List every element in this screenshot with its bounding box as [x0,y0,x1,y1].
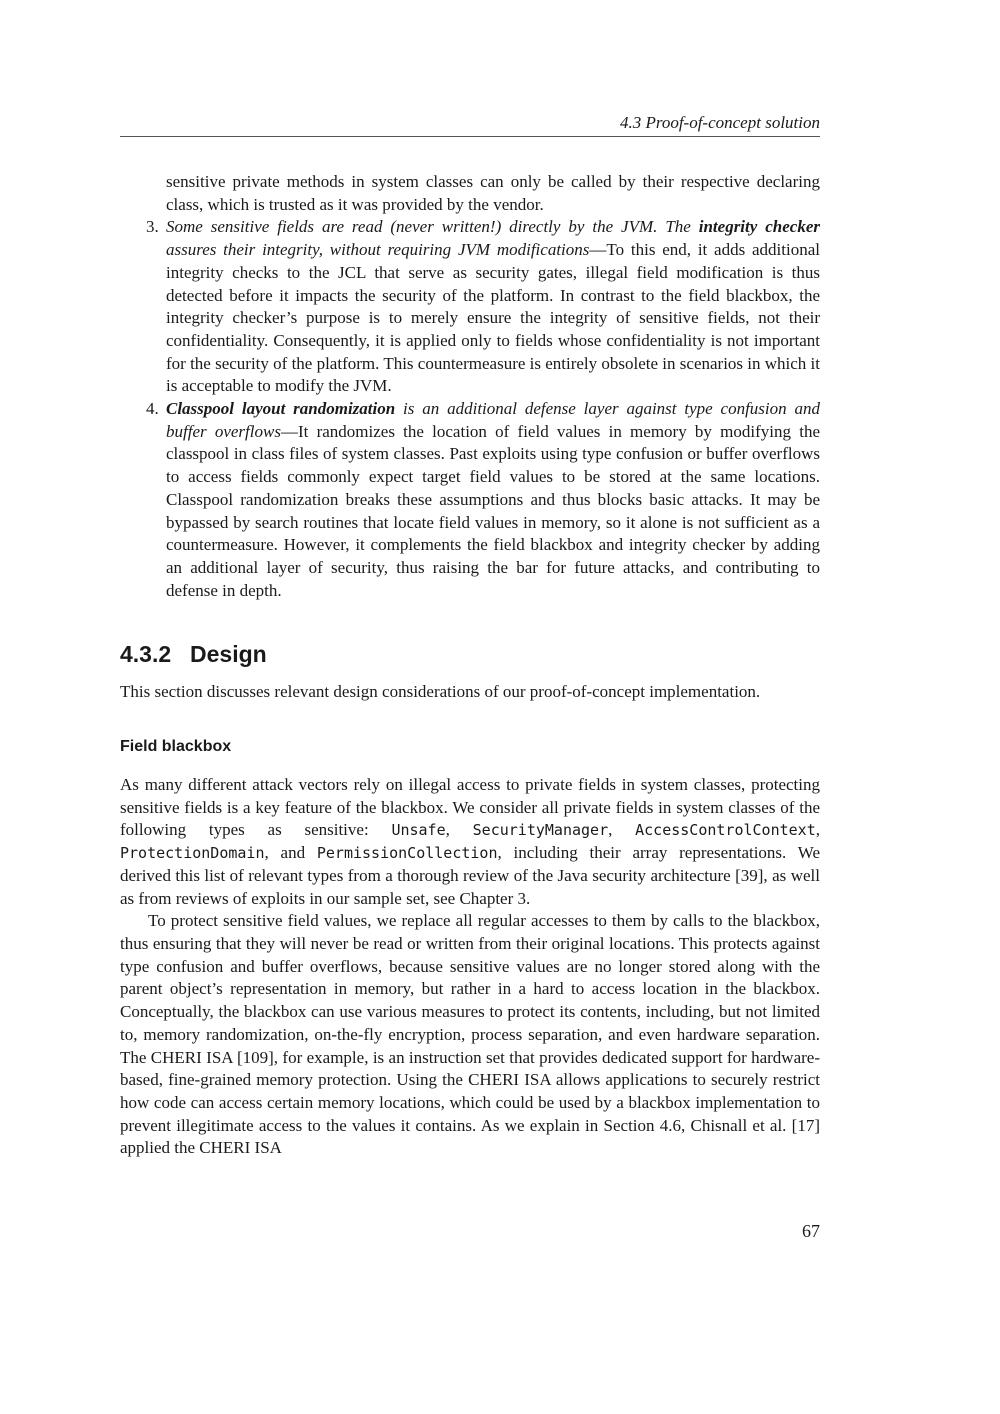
item-lead-text: is an additional defense layer against type confusion and buffer overflows [166,399,820,441]
paragraph-text: , including their array representations. We derived this list of relevant types from a thorough review of the Java security architecture [39], as well as from reviews of exploits in our sample set, see Chapter 3. [120,843,820,908]
type-name: ProtectionDomain [120,844,265,863]
section-number: 4.3.2 [120,641,172,668]
type-name: AccessControlContext [635,821,816,840]
page-number: 67 [802,1221,820,1241]
continuation-paragraph: sensitive private methods in system classes can only be called by their respective declaring class, which is trusted as it was provided by the vendor. [166,172,820,214]
item-lead-text: Some sensitive fields are read (never written!) directly by the JVM. The [166,217,699,237]
item-lead-text: assures their integrity, without requiring JVM modifications [166,240,590,260]
subsection-heading: Field blackbox [120,738,232,756]
separator-text: , [445,820,473,840]
countermeasure-item-4 [120,398,820,602]
running-header-title: 4.3 Proof-of-concept solution [619,113,820,132]
section-title: Design [190,641,267,668]
body-paragraph [120,774,820,910]
section-heading [120,639,820,669]
item-number: 4. [146,399,159,419]
item-body-text: —It randomizes the location of field values in memory by modifying the classpool in class files of system classes. Past exploits using type confusion or buffer overflows to access fields commonly expect target field values to be stored at the same locations. Classpool randomization breaks these assumptions and thus blocks basic attacks. It may be bypassed by search routines that locate field values in memory, so it alone is not sufficient as a countermeasure. However, it complements the field blackbox and integrity checker by adding an additional layer of security, thus raising the bar for future attacks, and contributing to defense in depth. [166,421,820,600]
item-lead-term: Classpool layout randomization [166,399,396,419]
page-body [120,171,820,1160]
separator-text: , [608,820,636,840]
item-body-text: —To this end, it adds additional integrity checks to the JCL that serve as security gates, illegal field modification is thus detected before it impacts the security of the platform. In contrast to the field blackbox, the integrity checker’s purpose is to merely ensure the integrity of sensitive fields, not their confidentiality. Consequently, it is applied only to fields whose confidentiality is not important for the security of the platform. This countermeasure is entirely obsolete in scenarios in which it is acceptable to modify the JVM. [166,240,821,396]
section-intro: This section discusses relevant design considerations of our proof-of-concept implementation. [120,682,761,702]
body-paragraph: To protect sensitive field values, we replace all regular accesses to them by calls to the blackbox, thus ensuring that they will never be read or written from their original locations. This protects against type confusion and buffer overflows, because sensitive values are no longer stored along with the parent object’s representation in memory, but rather in a hard to access location in the blackbox. Conceptually, the blackbox can use various measures to protect its contents, including, but not limited to, memory randomization, on-the-fly encryption, process separation, and even hardware separation. The CHERI ISA [109], for example, is an instruction set that provides dedicated support for hardware-based, fine-grained memory protection. Using the CHERI ISA allows applications to securely restrict how code can access certain memory locations, which could be used by a blackbox implementation to prevent illegitimate access to the values it contains. As we explain in Section 4.6, Chisnall et al. [17] applied the CHERI ISA [120,911,820,1158]
type-name: SecurityManager [472,821,609,840]
item-lead-term: integrity checker [698,217,820,237]
item-number: 3. [146,217,159,237]
separator-text: , [815,820,820,840]
separator-text: , and [264,843,317,863]
countermeasure-item-3 [120,216,820,398]
type-name: Unsafe [391,821,446,840]
paragraph-text: As many different attack vectors rely on illegal access to private fields in system classes, protecting sensitive fields is a key feature of the blackbox. We consider all private fields in system classes of the following types as sensitive: [120,775,820,840]
type-name: PermissionCollection [316,844,498,863]
running-header [120,112,820,137]
countermeasure-list [120,216,820,602]
